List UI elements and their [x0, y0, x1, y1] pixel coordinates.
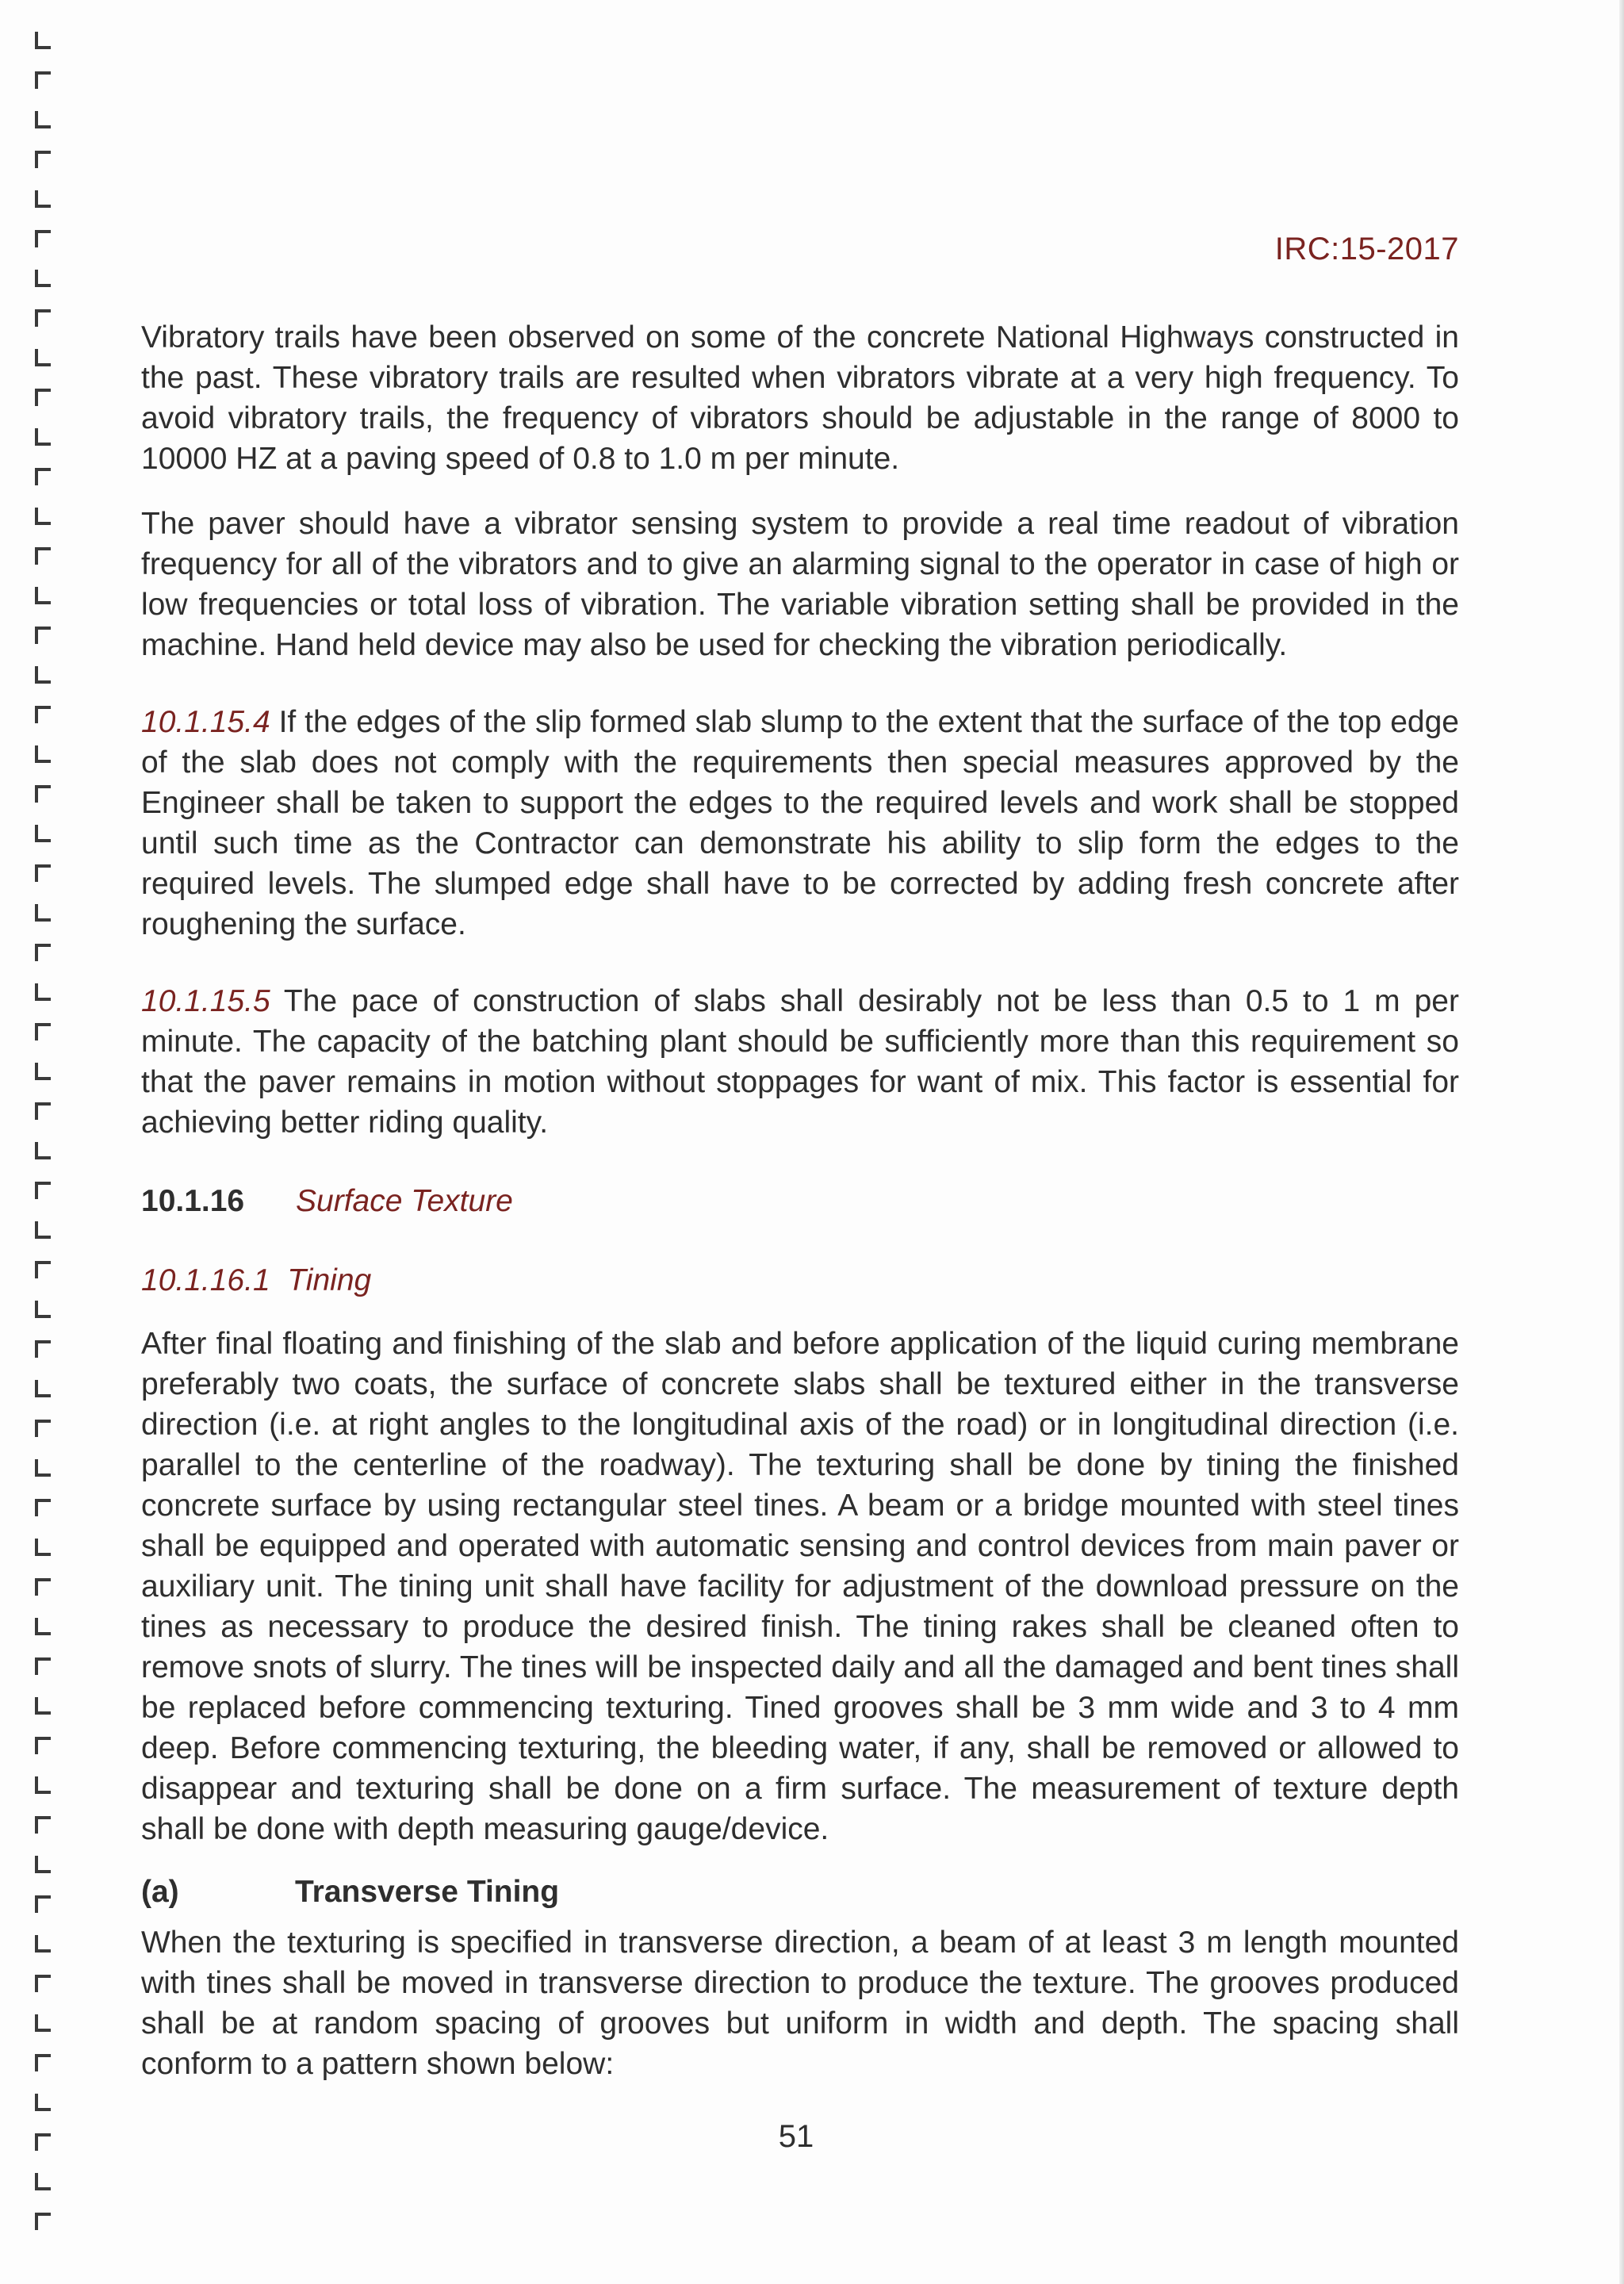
clause-number: 10.1.15.5 — [141, 984, 270, 1018]
paragraph-vibrator-sensing: The paver should have a vibrator sensing system to provide a real time readout of vibration frequency for all of the vibrators and to give an alarming signal to the operator in case of high or low frequencies or total loss of vibration. The variable vibration setting shall be provided in the machine. Hand held device may also be used for checking the vibration periodically. — [141, 507, 1459, 662]
subsection-title: Transverse Tining — [295, 1875, 560, 1909]
binding-mark — [35, 1380, 51, 1397]
binding-mark — [35, 983, 51, 1001]
binding-mark — [35, 1102, 51, 1120]
clause-text: The pace of construction of slabs shall desirably not be less than 0.5 to 1 m per minute. The capacity of the batching plant should be sufficiently more than this requirement so that the paver remains in motion without stoppages for want of mix. This factor is essential for achieving better riding quality. — [141, 984, 1459, 1140]
clause-10-1-15-4 — [141, 702, 1459, 945]
binding-mark — [35, 468, 51, 485]
binding-mark — [35, 1023, 51, 1040]
binding-mark — [35, 1895, 51, 1913]
binding-mark — [35, 944, 51, 961]
binding-mark — [35, 151, 51, 168]
subsection-transverse-tining — [141, 1872, 559, 1912]
binding-mark — [35, 627, 51, 644]
binding-mark — [35, 1856, 51, 1873]
clause-number: 10.1.15.4 — [141, 705, 270, 739]
binding-mark — [35, 2094, 51, 2111]
binding-mark — [35, 508, 51, 525]
binding-mark — [35, 785, 51, 803]
binding-mark — [35, 1776, 51, 1794]
binding-mark — [35, 1063, 51, 1080]
section-number: 10.1.16 — [141, 1184, 245, 1218]
binding-mark — [35, 1657, 51, 1675]
binding-mark — [35, 547, 51, 565]
binding-mark — [35, 2014, 51, 2032]
subsection-heading-tining: 10.1.16.1 Tining — [141, 1263, 372, 1297]
binding-mark — [35, 1737, 51, 1754]
section-title: Surface Texture — [296, 1184, 513, 1218]
binding-mark — [35, 666, 51, 684]
binding-mark — [35, 1816, 51, 1834]
binding-mark — [35, 1301, 51, 1318]
binding-mark — [35, 270, 51, 287]
binding-mark — [35, 1499, 51, 1516]
binding-mark — [35, 1420, 51, 1437]
spiral-binding-edge — [0, 0, 95, 2284]
clause-10-1-15-5 — [141, 981, 1459, 1143]
binding-mark — [35, 1340, 51, 1358]
binding-mark — [35, 825, 51, 842]
paragraph-tining: After final floating and finishing of the slab and before application of the liquid curing membrane preferably two coats, the surface of concrete slabs shall be textured either in the transverse direction (i.e. at right angles to the longitudinal axis of the road) or in longitudinal direction (i.e. parallel to the centerline of the roadway). The texturing shall be done by tining the finished concrete surface by using rectangular steel tines. A beam or a bridge mounted with steel tines shall be equipped and operated with automatic sensing and control devices from main paver or auxiliary unit. The tining unit shall have facility for adjustment of the download pressure on the tines as necessary to produce the desired finish. The tining rakes shall be cleaned often to remove snots of slurry. The tines will be inspected daily and all the damaged and bent tines shall be replaced before commencing texturing. Tined grooves shall be 3 mm wide and 3 to 4 mm deep. Before commencing texturing, the bleeding water, if any, shall be removed or allowed to disappear and texturing shall be done on a firm surface. The measurement of texture depth shall be done with depth measuring gauge/device. — [141, 1327, 1459, 1846]
binding-mark — [35, 1182, 51, 1199]
binding-mark — [35, 349, 51, 366]
section-heading — [141, 1181, 513, 1221]
paragraph-transverse-tining: When the texturing is specified in transverse direction, a beam of at least 3 m length mounted with tines shall be moved in transverse direction to produce the texture. The grooves produced shall be at random spacing of grooves but uniform in width and depth. The spacing shall conform to a pattern shown below: — [141, 1926, 1459, 2081]
clause-text: If the edges of the slip formed slab slump to the extent that the surface of the top edge of the slab does not comply with the requirements then special measures approved by the Engineer shall be taken to support the edges to the required levels and work shall be stopped until such time as the Contractor can demonstrate his ability to slip form the edges to the required levels. The slumped edge shall have to be corrected by adding fresh concrete after roughening the surface. — [141, 705, 1459, 941]
binding-mark — [35, 2054, 51, 2071]
binding-mark — [35, 230, 51, 247]
binding-mark — [35, 904, 51, 922]
binding-mark — [35, 1618, 51, 1635]
subsection-label: (a) — [141, 1875, 179, 1909]
binding-mark — [35, 1578, 51, 1596]
page-edge-shadow — [1619, 0, 1624, 2284]
document-code: IRC:15-2017 — [1274, 232, 1459, 266]
binding-mark — [35, 32, 51, 49]
binding-mark — [35, 389, 51, 406]
binding-mark — [35, 428, 51, 446]
binding-mark — [35, 2213, 51, 2230]
binding-mark — [35, 1975, 51, 1992]
binding-mark — [35, 1697, 51, 1715]
binding-mark — [35, 190, 51, 208]
binding-mark — [35, 1142, 51, 1159]
binding-mark — [35, 1459, 51, 1477]
binding-mark — [35, 1261, 51, 1278]
page-number: 51 — [778, 2119, 814, 2154]
binding-mark — [35, 745, 51, 763]
binding-mark — [35, 1935, 51, 1953]
binding-mark — [35, 309, 51, 327]
binding-mark — [35, 2173, 51, 2190]
binding-mark — [35, 587, 51, 604]
binding-mark — [35, 864, 51, 882]
binding-mark — [35, 706, 51, 723]
paragraph-vibratory-trails: Vibratory trails have been observed on some of the concrete National Highways constructed in the past. These vibratory trails are resulted when vibrators vibrate at a very high frequency. To avoid vibratory trails, the frequency of vibrators should be adjustable in the range of 8000 to 10000 HZ at a paving speed of 0.8 to 1.0 m per minute. — [141, 320, 1459, 476]
binding-mark — [35, 1539, 51, 1556]
binding-mark — [35, 111, 51, 128]
binding-mark — [35, 71, 51, 89]
binding-mark — [35, 1221, 51, 1239]
